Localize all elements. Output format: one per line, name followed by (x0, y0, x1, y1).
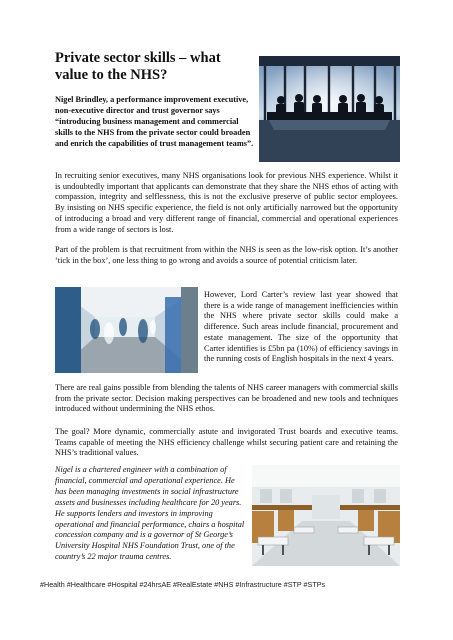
author-bio: Nigel is a chartered engineer with a combination of financial, commercial and operational experience. He has been managing investments in social infrastructure assets and businesses including healthcare for 20 years. He supports lenders and investors in improving operational and financial performance, chairs a hospital concession company and is a governor of St George’s University Hospital NHS Foundation Trust, one of the country’s 22 major trauma centres. (55, 465, 245, 562)
hospital-ward-photo (252, 465, 400, 566)
article-title: Private sector skills – what value to the NHS? (55, 50, 221, 83)
hospital-corridor-photo (55, 287, 198, 373)
paragraph-1: In recruiting senior executives, many NHS organisations look for previous NHS experience. Whilst it is undoubtedly important that applicants can demonstrate that they share the NHS ethos of acting with compassion, integrity and selflessness, this is not the exclusive preserve of public sector employees. By insisting on NHS specific experience, the field is not only artificially narrowed but the opportunity of introducing a broad and very different range of financial, commercial and operational experiences from a wide range of sectors is lost. (55, 171, 398, 234)
article-lead: Nigel Brindley, a performance improvement executive, non-executive director and trust governor says “introducing business management and commercial skills to the NHS from the private sector could broaden and enrich the capabilities of trust management teams”. (55, 95, 254, 148)
paragraph-2: Part of the problem is that recruitment from within the NHS is seen as the low-risk option. It’s another ‘tick in the box’, one less thing to go wrong and avoids a source of potential criticism later. (55, 245, 398, 265)
paragraph-3: However, Lord Carter’s review last year showed that there is a wide range of management inefficiencies within the NHS where private sector skills could make a difference. Such areas include financial, procurement and estate management. The size of the opportunity that Carter identifies is £5bn pa (10%) of efficiency savings in the running costs of English hospitals in the next 4 years. (204, 290, 398, 364)
paragraph-4: There are real gains possible from blending the talents of NHS career managers with commercial skills from the private sector. Decision making perspectives can be broadened and new tools and techniques introduced without undermining the NHS ethos. (55, 383, 398, 414)
hashtags: #Health #Healthcare #Hospital #24hrsAE #RealEstate #NHS #Infrastructure #STP #STPs (40, 580, 326, 589)
boardroom-photo (259, 56, 400, 162)
paragraph-5: The goal? More dynamic, commercially astute and invigorated Trust boards and executive teams. Teams capable of meeting the NHS efficiency challenge whilst securing patient care and retaining the NHS’s traditional values. (55, 427, 398, 458)
